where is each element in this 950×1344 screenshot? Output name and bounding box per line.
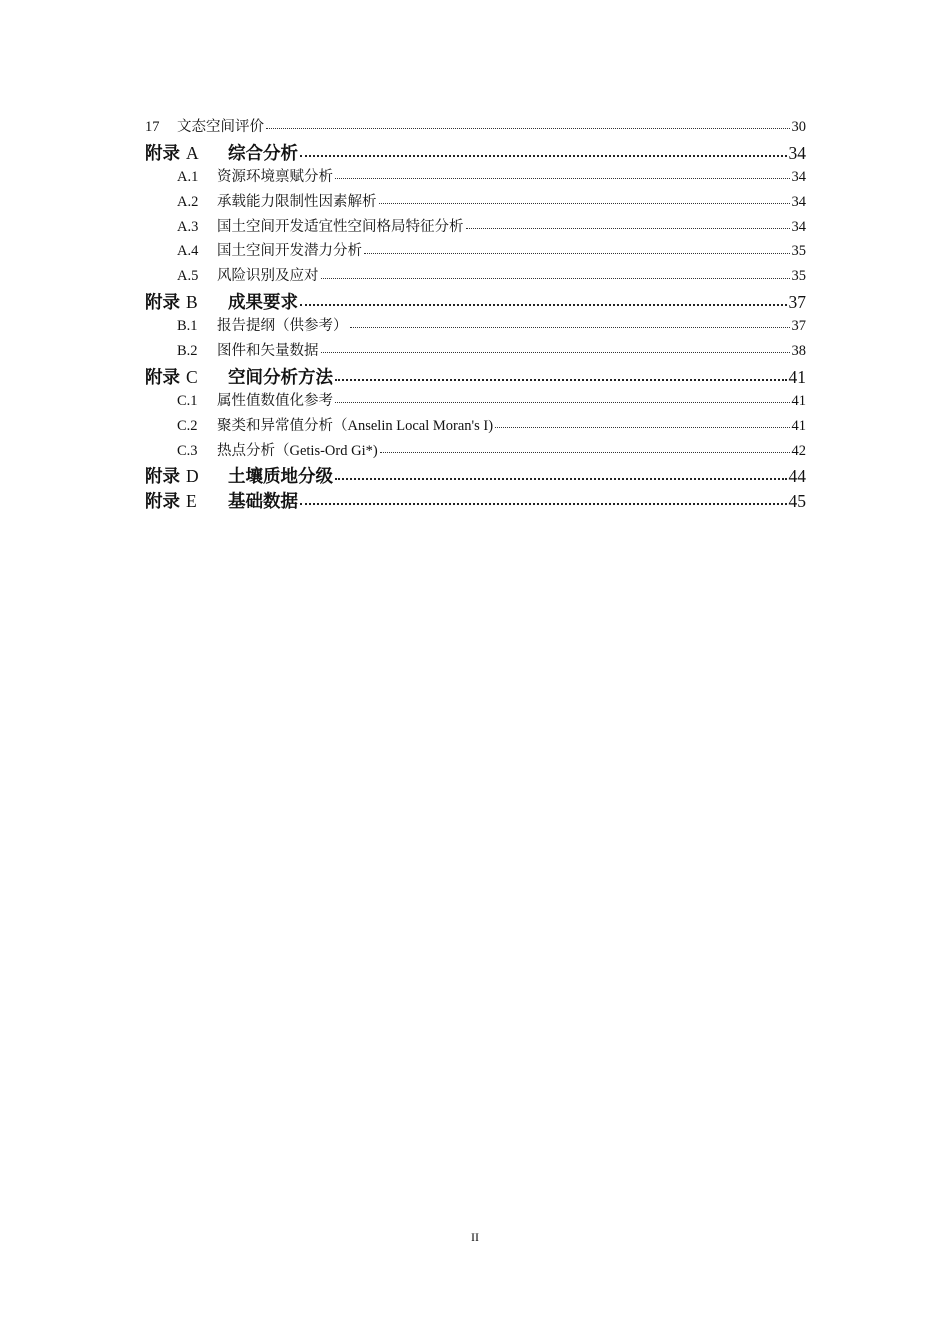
toc-entry-number: B.1 — [177, 318, 198, 335]
toc-entry[interactable] — [145, 439, 806, 464]
toc-entry-page: 34 — [788, 142, 806, 163]
toc-entry[interactable] — [145, 314, 806, 339]
toc-entry-page: 35 — [791, 243, 806, 260]
toc-dot-leader — [335, 390, 790, 405]
toc-entry-prefix: 附录 — [145, 467, 180, 488]
toc-entry-number: D — [186, 466, 199, 487]
toc-entry-number: B — [186, 292, 198, 313]
toc-entry-prefix: 附录 — [145, 293, 180, 314]
toc-entry[interactable] — [145, 115, 806, 140]
toc-dot-leader — [350, 316, 790, 331]
footer-page-number: II — [471, 1230, 479, 1244]
toc-entry-page: 37 — [791, 318, 806, 335]
toc-entry-page: 34 — [791, 168, 806, 185]
toc-entry[interactable] — [145, 414, 806, 439]
toc-entry-title: 聚类和异常值分析（Anselin Local Moran's I) — [217, 417, 494, 434]
toc-dot-leader — [300, 291, 787, 309]
toc-entry[interactable] — [145, 239, 806, 264]
toc-entry-page: 41 — [791, 417, 806, 434]
toc-entry-number: A.1 — [177, 168, 199, 185]
toc-entry-page: 37 — [788, 292, 806, 313]
toc-entry-page: 41 — [791, 392, 806, 409]
toc-entry-page: 41 — [788, 366, 806, 387]
toc-entry[interactable] — [145, 339, 806, 364]
toc-entry-title: 土壤质地分级 — [228, 467, 333, 488]
toc-dot-leader — [300, 141, 787, 159]
toc-entry-number: C.3 — [177, 442, 198, 459]
toc-entry-page: 44 — [788, 466, 806, 487]
toc-entry-prefix: 附录 — [145, 492, 180, 513]
toc-entry-appendix[interactable] — [145, 289, 806, 314]
toc-entry-number: A.2 — [177, 193, 199, 210]
toc-entry-title: 热点分析（Getis-Ord Gi*) — [217, 442, 378, 459]
toc-entry-page: 34 — [791, 218, 806, 235]
toc-entry-number: C — [186, 366, 198, 387]
toc-entry-appendix[interactable] — [145, 463, 806, 488]
toc-entry-number: B.2 — [177, 343, 198, 360]
toc-entry-number: A.4 — [177, 243, 199, 260]
toc-dot-leader — [379, 191, 790, 206]
toc-dot-leader — [495, 415, 789, 430]
toc-entry-page: 45 — [788, 491, 806, 512]
toc-entry-title: 基础数据 — [228, 492, 298, 513]
toc-dot-leader — [380, 440, 790, 455]
toc-dot-leader — [266, 117, 790, 132]
toc-dot-leader — [335, 465, 787, 483]
toc-entry-title: 空间分析方法 — [228, 367, 333, 388]
toc-entry-number: A.5 — [177, 268, 199, 285]
toc-dot-leader — [321, 341, 790, 356]
toc-dot-leader — [321, 266, 790, 281]
toc-entry-page: 30 — [791, 119, 806, 135]
toc-dot-leader — [300, 490, 787, 508]
toc-entry-number: C.2 — [177, 417, 198, 434]
toc-entry[interactable] — [145, 215, 806, 240]
toc-entry-number: C.1 — [177, 392, 198, 409]
toc-entry-title: 风险识别及应对 — [217, 268, 319, 285]
table-of-contents — [145, 115, 806, 513]
toc-dot-leader — [335, 365, 787, 383]
toc-entry[interactable] — [145, 264, 806, 289]
toc-entry-number: 17 — [145, 119, 160, 135]
toc-entry[interactable] — [145, 389, 806, 414]
toc-entry-title: 国土空间开发适宜性空间格局特征分析 — [217, 218, 464, 235]
toc-entry-number: E — [186, 491, 197, 512]
toc-entry-appendix[interactable] — [145, 364, 806, 389]
toc-entry-title: 综合分析 — [228, 143, 298, 164]
toc-entry-page: 42 — [791, 442, 806, 459]
toc-entry-title: 资源环境禀赋分析 — [217, 168, 333, 185]
toc-entry[interactable] — [145, 165, 806, 190]
toc-entry-page: 34 — [791, 193, 806, 210]
toc-entry-appendix[interactable] — [145, 488, 806, 513]
toc-entry-appendix[interactable] — [145, 140, 806, 165]
toc-entry-title: 图件和矢量数据 — [217, 343, 319, 360]
toc-entry-number: A.3 — [177, 218, 199, 235]
toc-entry-number: A — [186, 142, 199, 163]
toc-entry-title: 属性值数值化参考 — [217, 392, 333, 409]
toc-entry-title: 报告提纲（供参考） — [217, 318, 348, 335]
toc-entry-prefix: 附录 — [145, 367, 180, 388]
toc-dot-leader — [364, 241, 790, 256]
toc-dot-leader — [335, 166, 790, 181]
toc-entry-prefix: 附录 — [145, 143, 180, 164]
toc-entry-title: 文态空间评价 — [177, 119, 264, 135]
toc-entry-title: 承载能力限制性因素解析 — [217, 193, 377, 210]
toc-entry-page: 35 — [791, 268, 806, 285]
toc-dot-leader — [466, 216, 790, 231]
toc-entry-title: 成果要求 — [228, 293, 298, 314]
toc-entry[interactable] — [145, 190, 806, 215]
toc-entry-page: 38 — [791, 343, 806, 360]
toc-entry-title: 国土空间开发潜力分析 — [217, 243, 362, 260]
